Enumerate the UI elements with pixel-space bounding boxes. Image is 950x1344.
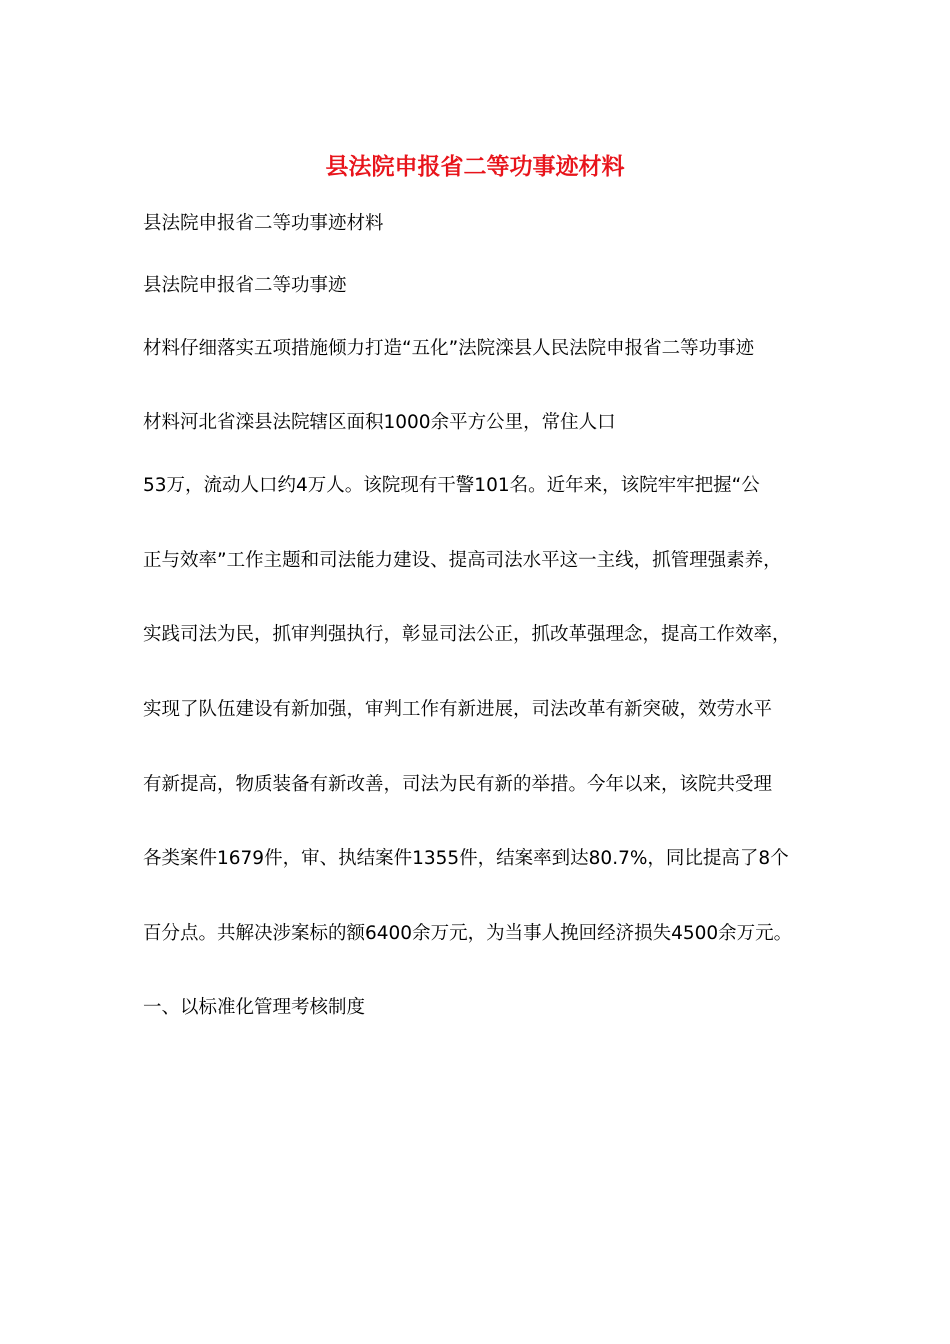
paragraph-line: 材料河北省滦县法院辖区面积1000余平方公里，常住人口 [143, 412, 616, 433]
paragraph-line: 实践司法为民，抓审判强执行，彰显司法公正，抓改革强理念，提高工作效率， [143, 624, 791, 645]
section-heading: 一、以标准化管理考核制度 [143, 997, 366, 1018]
subtitle-line: 县法院申报省二等功事迹 [143, 275, 347, 296]
paragraph-line: 实现了队伍建设有新加强，审判工作有新进展，司法改革有新突破，效劳水平 [143, 699, 773, 720]
subtitle-line: 县法院申报省二等功事迹材料 [143, 213, 384, 234]
paragraph-line: 各类案件1679件，审、执结案件1355件，结案率到达80.7%，同比提高了8个 [143, 848, 789, 869]
paragraph-line: 53万，流动人口约4万人。该院现有干警101名。近年来，该院牢牢把握“公 [143, 475, 760, 496]
paragraph-line: 百分点。共解决涉案标的额6400余万元，为当事人挽回经济损失4500余万元。 [143, 923, 793, 944]
document-title: 县法院申报省二等功事迹材料 [325, 153, 625, 180]
paragraph-line: 正与效率”工作主题和司法能力建设、提高司法水平这一主线，抓管理强素养， [143, 550, 782, 571]
paragraph-line: 有新提高，物质装备有新改善，司法为民有新的举措。今年以来，该院共受理 [143, 774, 773, 795]
paragraph-line: 材料仔细落实五项措施倾力打造“五化”法院滦县人民法院申报省二等功事迹 [143, 338, 755, 359]
